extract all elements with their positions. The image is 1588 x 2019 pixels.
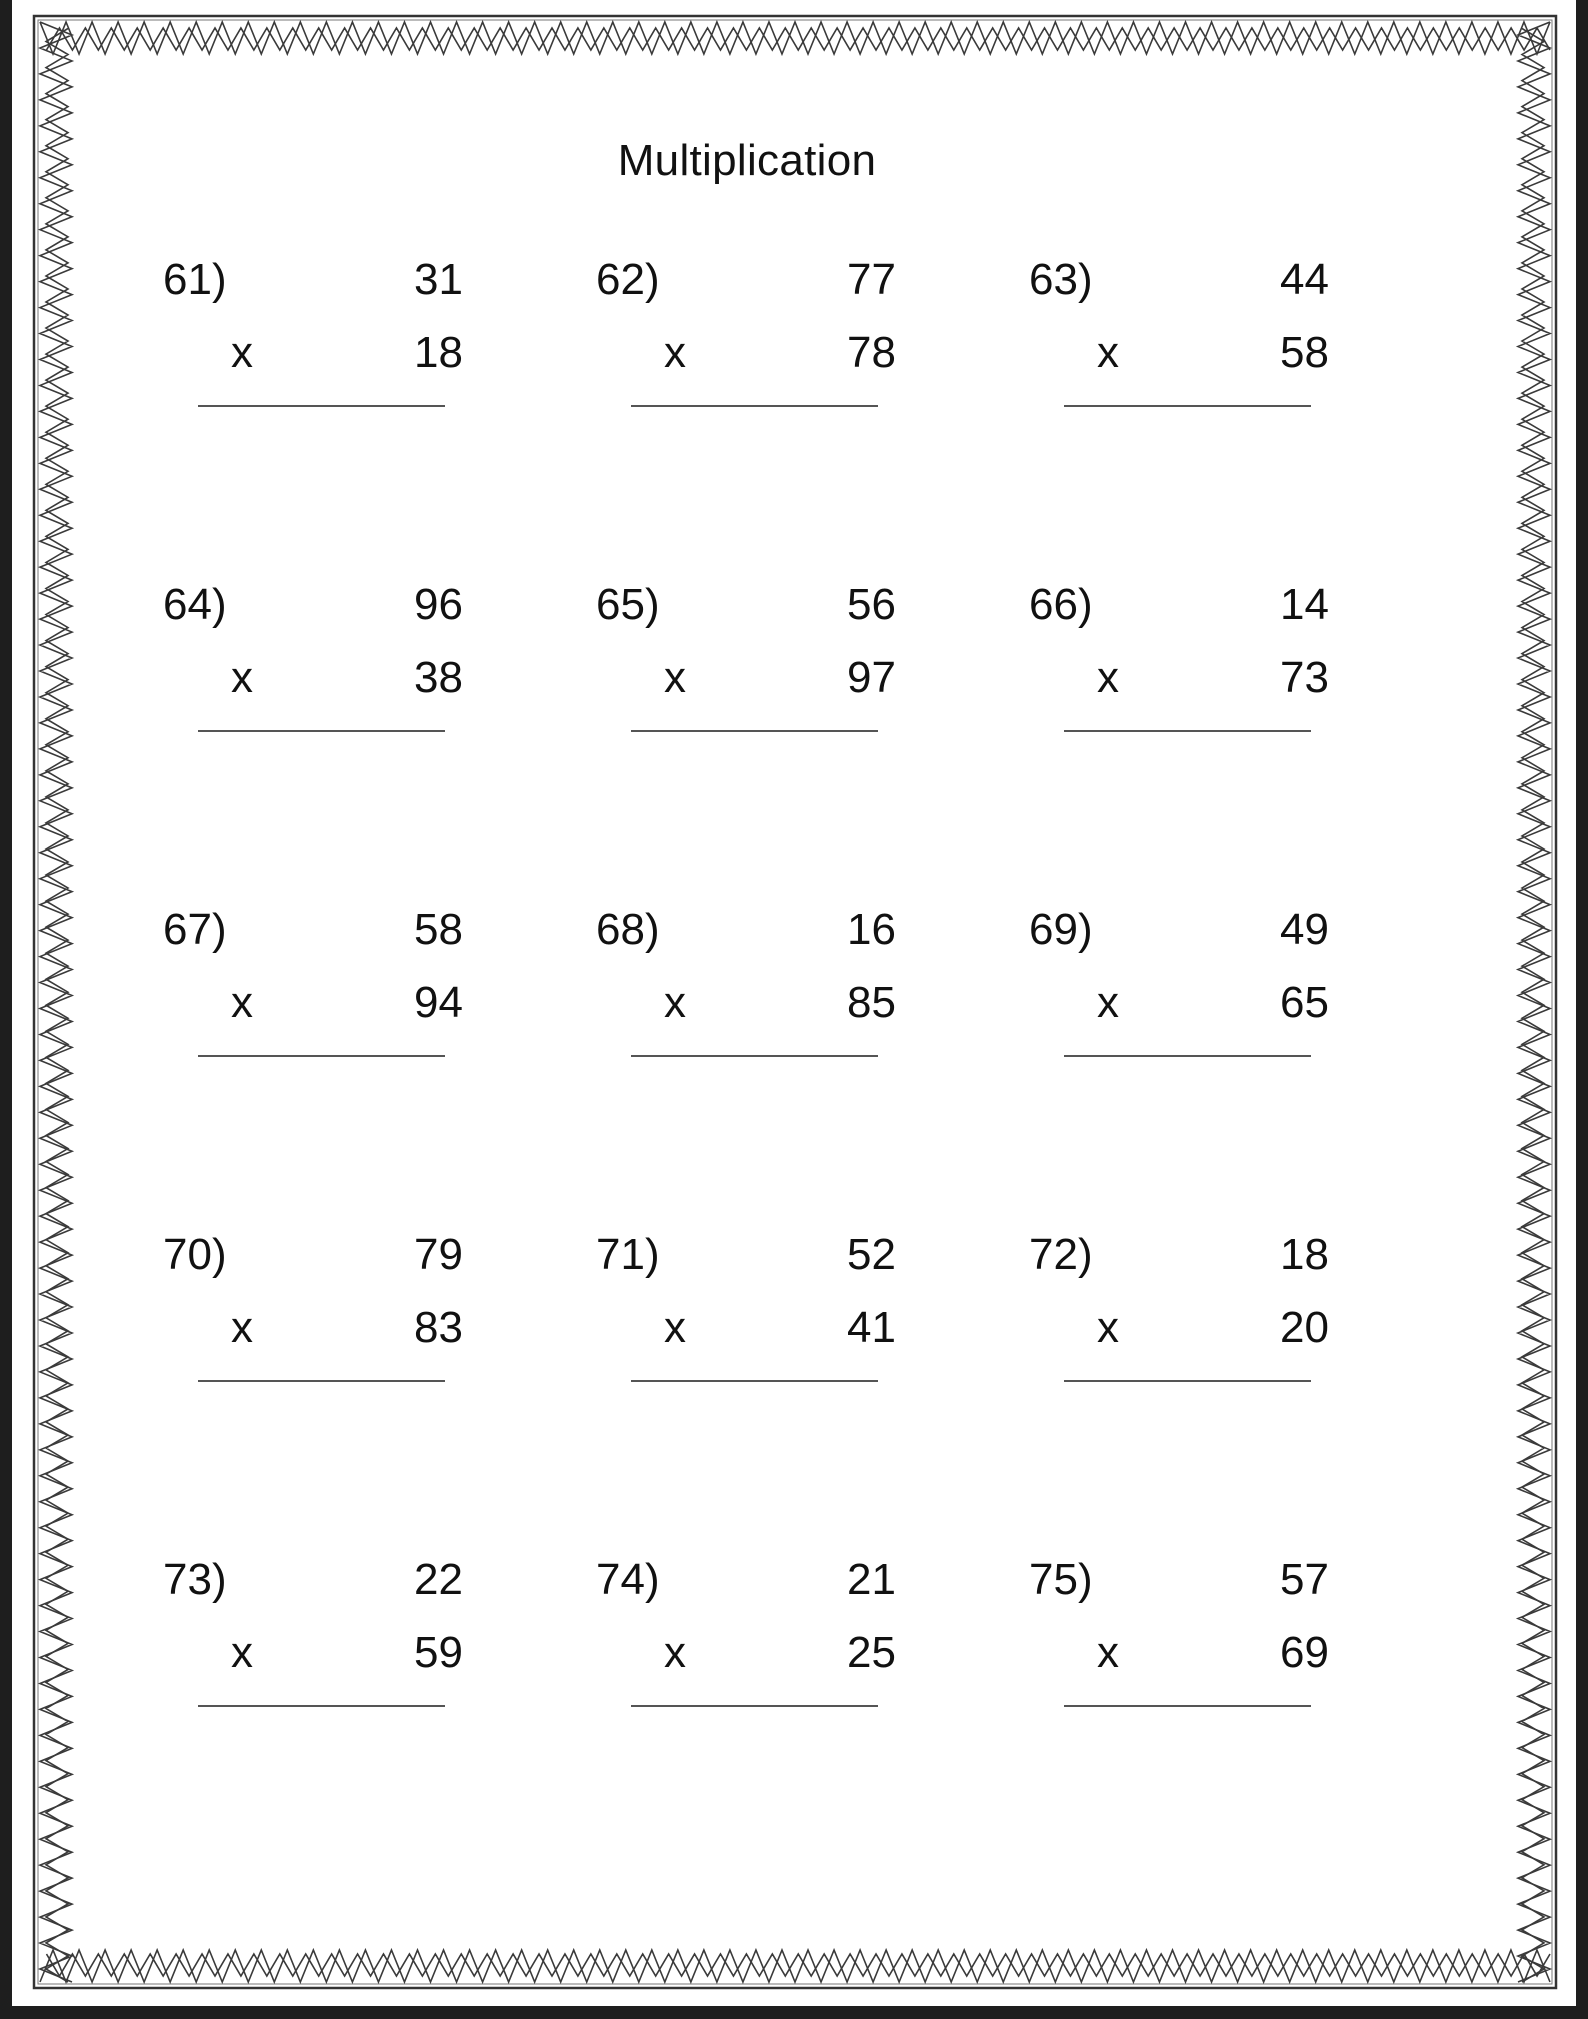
problem	[163, 580, 463, 780]
problem-number: 74)	[596, 1555, 660, 1604]
multiplicand: 44	[1280, 255, 1329, 304]
multiplicand: 57	[1280, 1555, 1329, 1604]
multiply-sign: x	[231, 978, 253, 1027]
problem-number: 67)	[163, 905, 227, 954]
multiplier: 25	[847, 1628, 896, 1677]
problem-number: 65)	[596, 580, 660, 629]
problem-number: 71)	[596, 1230, 660, 1279]
problem-number: 61)	[163, 255, 227, 304]
problem-number: 68)	[596, 905, 660, 954]
answer-line	[631, 405, 878, 407]
problem	[1029, 1230, 1329, 1430]
worksheet-page	[12, 0, 1576, 2006]
multiply-sign: x	[231, 653, 253, 702]
multiplicand: 49	[1280, 905, 1329, 954]
multiplier: 38	[414, 653, 463, 702]
problem-number: 62)	[596, 255, 660, 304]
answer-line	[1064, 1055, 1311, 1057]
answer-line	[631, 730, 878, 732]
problem-number: 70)	[163, 1230, 227, 1279]
answer-line	[631, 1705, 878, 1707]
problem	[163, 1230, 463, 1430]
answer-line	[198, 405, 445, 407]
problem	[596, 905, 896, 1105]
multiplicand: 21	[847, 1555, 896, 1604]
answer-line	[631, 1380, 878, 1382]
multiplicand: 52	[847, 1230, 896, 1279]
problem	[1029, 255, 1329, 455]
problem-number: 64)	[163, 580, 227, 629]
problem	[1029, 905, 1329, 1105]
problem	[1029, 1555, 1329, 1755]
problem-number: 66)	[1029, 580, 1093, 629]
multiply-sign: x	[1097, 328, 1119, 377]
answer-line	[198, 730, 445, 732]
answer-line	[1064, 1705, 1311, 1707]
problem	[163, 1555, 463, 1755]
problem-number: 73)	[163, 1555, 227, 1604]
multiplicand: 96	[414, 580, 463, 629]
answer-line	[1064, 405, 1311, 407]
multiplier: 58	[1280, 328, 1329, 377]
multiplier: 94	[414, 978, 463, 1027]
multiply-sign: x	[664, 653, 686, 702]
multiplicand: 79	[414, 1230, 463, 1279]
answer-line	[1064, 1380, 1311, 1382]
multiplicand: 58	[414, 905, 463, 954]
multiply-sign: x	[1097, 653, 1119, 702]
multiplier: 69	[1280, 1628, 1329, 1677]
multiplier: 83	[414, 1303, 463, 1352]
multiplier: 73	[1280, 653, 1329, 702]
multiply-sign: x	[1097, 978, 1119, 1027]
answer-line	[198, 1380, 445, 1382]
multiplicand: 18	[1280, 1230, 1329, 1279]
problem-number: 72)	[1029, 1230, 1093, 1279]
multiplicand: 77	[847, 255, 896, 304]
problem	[596, 255, 896, 455]
problem	[596, 1230, 896, 1430]
answer-line	[198, 1055, 445, 1057]
problem-number: 75)	[1029, 1555, 1093, 1604]
answer-line	[1064, 730, 1311, 732]
multiplier: 97	[847, 653, 896, 702]
multiply-sign: x	[231, 1628, 253, 1677]
multiplicand: 22	[414, 1555, 463, 1604]
multiplicand: 14	[1280, 580, 1329, 629]
multiplier: 65	[1280, 978, 1329, 1027]
multiply-sign: x	[664, 1303, 686, 1352]
multiply-sign: x	[664, 328, 686, 377]
multiplier: 20	[1280, 1303, 1329, 1352]
problem	[596, 580, 896, 780]
answer-line	[631, 1055, 878, 1057]
problem-number: 63)	[1029, 255, 1093, 304]
multiply-sign: x	[1097, 1303, 1119, 1352]
multiplicand: 56	[847, 580, 896, 629]
problem	[1029, 580, 1329, 780]
multiply-sign: x	[1097, 1628, 1119, 1677]
problem	[596, 1555, 896, 1755]
problem	[163, 905, 463, 1105]
multiply-sign: x	[664, 978, 686, 1027]
multiplicand: 31	[414, 255, 463, 304]
page-title: Multiplication	[617, 136, 877, 185]
multiply-sign: x	[231, 1303, 253, 1352]
multiplicand: 16	[847, 905, 896, 954]
multiplier: 78	[847, 328, 896, 377]
answer-line	[198, 1705, 445, 1707]
multiplier: 18	[414, 328, 463, 377]
multiply-sign: x	[231, 328, 253, 377]
multiplier: 41	[847, 1303, 896, 1352]
problem	[163, 255, 463, 455]
problem-number: 69)	[1029, 905, 1093, 954]
multiply-sign: x	[664, 1628, 686, 1677]
multiplier: 85	[847, 978, 896, 1027]
multiplier: 59	[414, 1628, 463, 1677]
